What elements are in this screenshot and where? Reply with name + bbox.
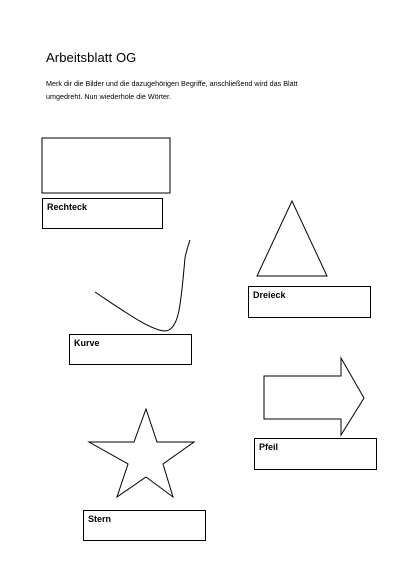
instruction-line-2: umgedreht. Nun wiederhole die Wörter.	[46, 92, 172, 101]
label-curve-text: Kurve	[74, 338, 100, 348]
star-figure	[89, 409, 194, 497]
label-star-text: Stern	[88, 514, 112, 524]
label-triangle-text: Dreieck	[253, 290, 286, 300]
label-arrow-text: Pfeil	[259, 442, 279, 452]
curve-figure	[95, 240, 190, 331]
label-triangle	[248, 286, 371, 318]
rectangle-figure	[42, 138, 170, 193]
arrow-figure	[264, 358, 364, 435]
label-curve	[69, 334, 192, 365]
worksheet-title: Arbeitsblatt OG	[46, 50, 137, 65]
label-arrow	[254, 438, 377, 470]
triangle-figure	[257, 201, 327, 276]
label-rectangle-text: Rechteck	[47, 202, 88, 212]
instruction-line-1: Merk dir die Bilder und die dazugehörigen Begriffe, anschließend wird das Blatt	[46, 79, 298, 88]
label-star	[83, 510, 206, 541]
label-rectangle	[42, 198, 163, 229]
